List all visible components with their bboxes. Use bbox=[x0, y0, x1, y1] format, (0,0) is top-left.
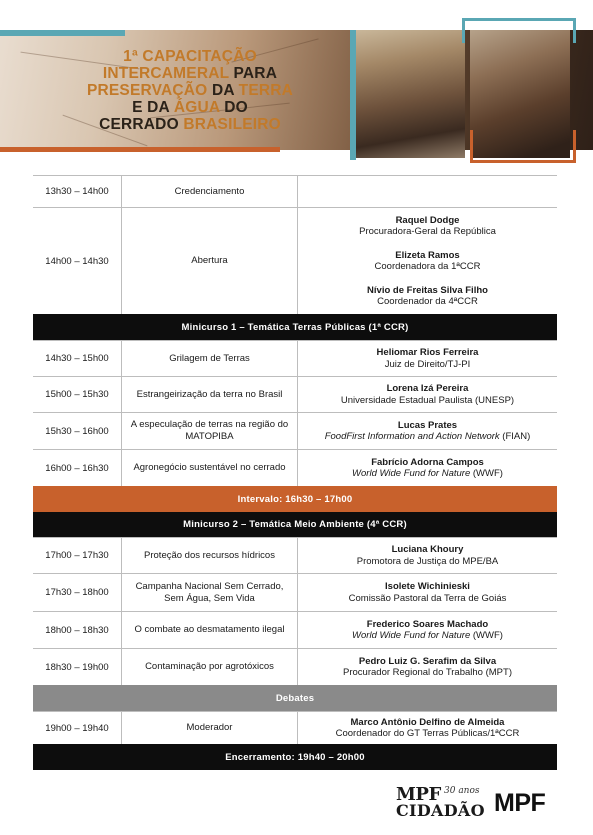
title-segment: CERRADO bbox=[99, 116, 184, 133]
topic-cell: Credenciamento bbox=[121, 176, 297, 207]
mpf-cidadao-logo bbox=[396, 786, 488, 820]
speaker-role: Coordenador da 4ªCCR bbox=[377, 296, 478, 307]
logo-mpf-text: MPF bbox=[396, 784, 441, 805]
topic-cell: Moderador bbox=[121, 712, 297, 744]
schedule-table bbox=[33, 175, 557, 770]
speaker-role: Comissão Pastoral da Terra de Goiás bbox=[348, 592, 507, 604]
time-cell: 15h30 – 16h00 bbox=[45, 425, 109, 437]
schedule-row bbox=[33, 340, 557, 376]
title-segment: TERRA bbox=[238, 82, 294, 99]
title-segment: INTERCAMERAL bbox=[102, 65, 234, 82]
speaker-role: Universidade Estadual Paulista (UNESP) bbox=[340, 394, 515, 406]
speaker-name: Lorena Izá Pereira bbox=[386, 383, 469, 394]
speaker-block bbox=[352, 457, 503, 480]
speaker-organization: World Wide Fund for Nature bbox=[352, 630, 471, 641]
topic-cell: Agronegócio sustentável no cerrado bbox=[121, 450, 297, 486]
speaker-name: Raquel Dodge bbox=[395, 214, 460, 226]
speaker-block bbox=[336, 717, 520, 740]
speaker-org-acronym: (FIAN) bbox=[499, 431, 531, 442]
speaker-name: Heliomar Rios Ferreira bbox=[376, 347, 479, 358]
schedule-row bbox=[33, 207, 557, 314]
speaker-role: Promotora de Justiça do MPE/BA bbox=[356, 555, 499, 567]
teal-accent-bar bbox=[0, 30, 125, 36]
topic-cell: Campanha Nacional Sem Cerrado, Sem Água, Sem Vida bbox=[121, 574, 297, 611]
speaker-cell bbox=[297, 377, 557, 412]
topic-cell: Contaminação por agrotóxicos bbox=[121, 649, 297, 685]
speaker-name: Luciana Khoury bbox=[391, 544, 464, 555]
speaker-block bbox=[349, 581, 507, 604]
speaker-cell bbox=[297, 712, 557, 744]
time-cell: 18h00 – 18h30 bbox=[45, 624, 109, 636]
speaker-cell bbox=[297, 612, 557, 648]
speaker-org-acronym: (WWF) bbox=[470, 468, 503, 479]
section-band: Encerramento: 19h40 – 20h00 bbox=[33, 744, 557, 770]
speaker-role: Coordenadora da 1ªCCR bbox=[374, 261, 481, 272]
speaker-role: Coordenador do GT Terras Públicas/1ªCCR bbox=[335, 728, 520, 739]
speaker-role: Procurador Regional do Trabalho (MPT) bbox=[343, 667, 512, 678]
title-segment: 1ª CAPACITAÇÃO bbox=[123, 48, 257, 65]
time-cell: 18h30 – 19h00 bbox=[45, 661, 109, 673]
schedule-row bbox=[33, 537, 557, 573]
schedule-row bbox=[33, 449, 557, 486]
time-cell: 17h30 – 18h00 bbox=[45, 587, 109, 598]
time-cell: 17h00 – 17h30 bbox=[45, 550, 109, 561]
topic-cell: A especulação de terras na região do MATOPIBA bbox=[121, 413, 297, 449]
teal-photo-frame-top bbox=[462, 18, 576, 43]
schedule-row bbox=[33, 175, 557, 207]
speaker-block bbox=[367, 285, 488, 308]
orange-photo-frame-bottom bbox=[470, 130, 576, 163]
time-cell: 15h00 – 15h30 bbox=[45, 389, 109, 400]
speaker-organization: FoodFirst Information and Action Network bbox=[324, 431, 500, 442]
speaker-role: Procuradora-Geral da República bbox=[359, 226, 496, 237]
speaker-name: Frederico Soares Machado bbox=[366, 618, 489, 630]
section-band: Minicurso 2 – Temática Meio Ambiente (4ª CCR) bbox=[33, 512, 557, 537]
speaker-cell bbox=[297, 649, 557, 685]
speaker-block bbox=[325, 420, 531, 443]
topic-cell: Grilagem de Terras bbox=[121, 341, 297, 376]
time-cell: 19h00 – 19h40 bbox=[45, 722, 109, 734]
section-band: Debates bbox=[33, 685, 557, 711]
speaker-cell bbox=[297, 574, 557, 611]
event-title bbox=[40, 48, 340, 133]
speaker-block bbox=[357, 544, 499, 567]
time-cell: 16h00 – 16h30 bbox=[45, 462, 109, 474]
speaker-cell bbox=[297, 208, 557, 314]
title-segment: PRESERVAÇÃO bbox=[86, 82, 212, 99]
speaker-role: Juiz de Direito/TJ-PI bbox=[384, 358, 471, 370]
mpf-logo: MPF bbox=[494, 789, 546, 817]
speaker-name: Marco Antônio Delfino de Almeida bbox=[350, 716, 505, 728]
topic-cell: O combate ao desmatamento ilegal bbox=[121, 612, 297, 648]
time-cell: 13h30 – 14h00 bbox=[45, 186, 109, 197]
title-segment: E DA bbox=[132, 99, 174, 116]
speaker-cell bbox=[297, 450, 557, 486]
speaker-name: Nívio de Freitas Silva Filho bbox=[367, 284, 488, 296]
title-segment: ÁGUA bbox=[173, 99, 225, 116]
speaker-org-acronym: (WWF) bbox=[470, 630, 503, 641]
title-segment: BRASILEIRO bbox=[183, 116, 281, 133]
speaker-block bbox=[352, 619, 503, 642]
title-segment: DO bbox=[224, 99, 248, 116]
time-cell: 14h30 – 15h00 bbox=[45, 353, 109, 364]
speaker-name: Elizeta Ramos bbox=[395, 249, 460, 261]
section-band: Minicurso 1 – Temática Terras Públicas (1ª CCR) bbox=[33, 314, 557, 340]
schedule-row bbox=[33, 573, 557, 611]
title-line bbox=[40, 65, 340, 82]
time-cell: 14h00 – 14h30 bbox=[45, 255, 109, 267]
section-band: Intervalo: 16h30 – 17h00 bbox=[33, 486, 557, 512]
title-line bbox=[40, 48, 340, 65]
schedule-row bbox=[33, 648, 557, 685]
topic-cell: Proteção dos recursos hídricos bbox=[121, 538, 297, 573]
speaker-cell bbox=[297, 341, 557, 376]
title-line bbox=[40, 99, 340, 116]
topic-cell: Abertura bbox=[121, 208, 297, 314]
schedule-row bbox=[33, 711, 557, 744]
speaker-role bbox=[352, 630, 503, 642]
logo-30-anos-text: 30 anos bbox=[444, 786, 480, 796]
speaker-block bbox=[341, 383, 514, 406]
speaker-name: Lucas Prates bbox=[397, 419, 458, 431]
speaker-role bbox=[352, 468, 503, 480]
speaker-name: Fabrício Adorna Campos bbox=[371, 456, 484, 468]
schedule-row bbox=[33, 376, 557, 412]
topic-cell: Estrangeirização da terra no Brasil bbox=[121, 377, 297, 412]
cerrado-photo-canyon bbox=[355, 30, 465, 158]
speaker-name: Isolete Wichinieski bbox=[385, 581, 470, 592]
speaker-block bbox=[377, 347, 479, 370]
logo-cidadao-text: CIDADÃO bbox=[396, 801, 485, 820]
title-segment: DA bbox=[211, 82, 239, 99]
speaker-organization: World Wide Fund for Nature bbox=[352, 468, 471, 479]
teal-photo-frame bbox=[350, 30, 356, 160]
title-line bbox=[40, 116, 340, 133]
title-segment: PARA bbox=[233, 65, 278, 82]
schedule-row bbox=[33, 611, 557, 648]
schedule-row bbox=[33, 412, 557, 449]
speaker-cell bbox=[297, 538, 557, 573]
speaker-role bbox=[325, 431, 531, 443]
speaker-block bbox=[359, 215, 496, 238]
speaker-block bbox=[343, 656, 512, 679]
speaker-cell bbox=[297, 176, 557, 207]
orange-accent-bar bbox=[0, 147, 280, 152]
speaker-cell bbox=[297, 413, 557, 449]
title-line bbox=[40, 82, 340, 99]
speaker-name: Pedro Luiz G. Serafim da Silva bbox=[358, 655, 497, 667]
speaker-block bbox=[375, 250, 481, 273]
